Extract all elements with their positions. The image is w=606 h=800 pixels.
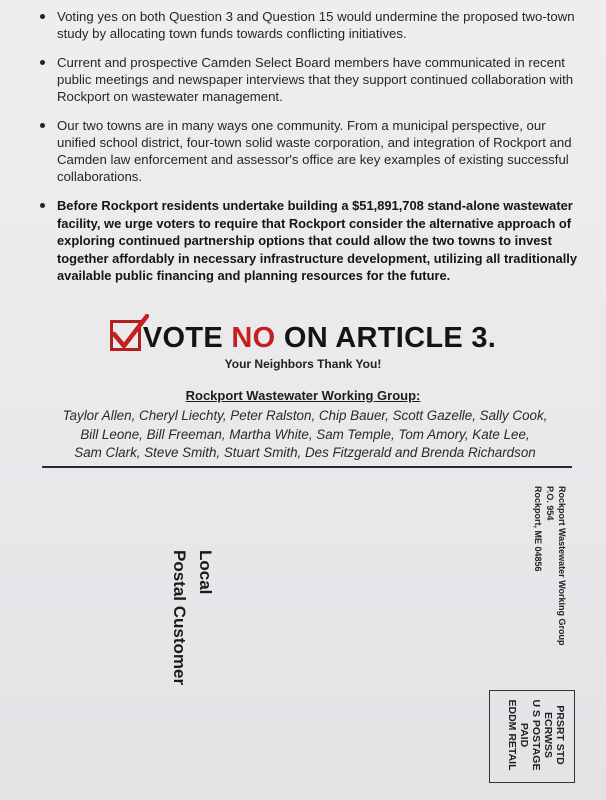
recipient-line: Postal Customer — [170, 550, 189, 686]
indicia-line: EDDM RETAIL — [506, 699, 518, 771]
bullet-item: Current and prospective Camden Select Board members have communicated in recent public meetings and newspaper interviews that they support continued collaboration with Rockport on wastewater management. — [40, 54, 580, 105]
postage-indicia — [489, 690, 575, 783]
indicia-line: PAID — [518, 722, 530, 748]
bullet-list — [40, 8, 580, 297]
return-address-line: Rockport, ME 04856 — [533, 486, 543, 572]
return-address-line: Rockport Wastewater Working Group — [557, 486, 567, 646]
vote-no-word: NO — [231, 322, 276, 354]
recipient-address — [166, 550, 218, 685]
members-line: Bill Leone, Bill Freeman, Martha White, Sam Temple, Tom Amory, Kate Lee, — [80, 426, 530, 442]
members-list — [30, 407, 580, 463]
bullet-item: Our two towns are in many ways one community. From a municipal perspective, our unified school district, four-town solid waste corporation, and integration of Rockport and Camden law enforcement and assessor's office are key examples of existing successful collaborations. — [40, 117, 580, 185]
checkmark-icon — [110, 320, 141, 351]
group-title: Rockport Wastewater Working Group: — [185, 388, 421, 403]
vote-headline: VOTE NO ON ARTICLE 3. — [142, 322, 497, 354]
indicia-line: ECRWSS — [542, 712, 554, 758]
return-address-line: P.O. 954 — [545, 486, 555, 521]
members-line: Taylor Allen, Cheryl Liechty, Peter Ralston, Chip Bauer, Scott Gazelle, Sally Cook, — [62, 408, 548, 423]
indicia-text — [506, 695, 566, 775]
indicia-line: U S POSTAGE — [530, 699, 542, 771]
thanks-line: Your Neighbors Thank You! — [224, 357, 382, 371]
members-line: Sam Clark, Steve Smith, Stuart Smith, Des Fitzgerald and Brenda Richardson — [74, 445, 536, 460]
return-address — [532, 486, 568, 646]
indicia-line: PRSRT STD — [554, 705, 566, 765]
recipient-line: Local — [196, 550, 215, 595]
vote-banner — [0, 322, 606, 355]
bullet-item-bold: Before Rockport residents undertake building a $51,891,708 stand-alone wastewater facility, we urge voters to require that Rockport consider the alternative approach of exploring continued partnership options that could allow the two towns to invest together affordably in necessary infrastructure development, utilizing all traditionally available public financing and planning resources for the future. — [40, 197, 580, 285]
divider — [42, 466, 572, 468]
bullet-item: Voting yes on both Question 3 and Question 15 would undermine the proposed two-town study by allocating town funds towards conflicting initiatives. — [40, 8, 580, 42]
